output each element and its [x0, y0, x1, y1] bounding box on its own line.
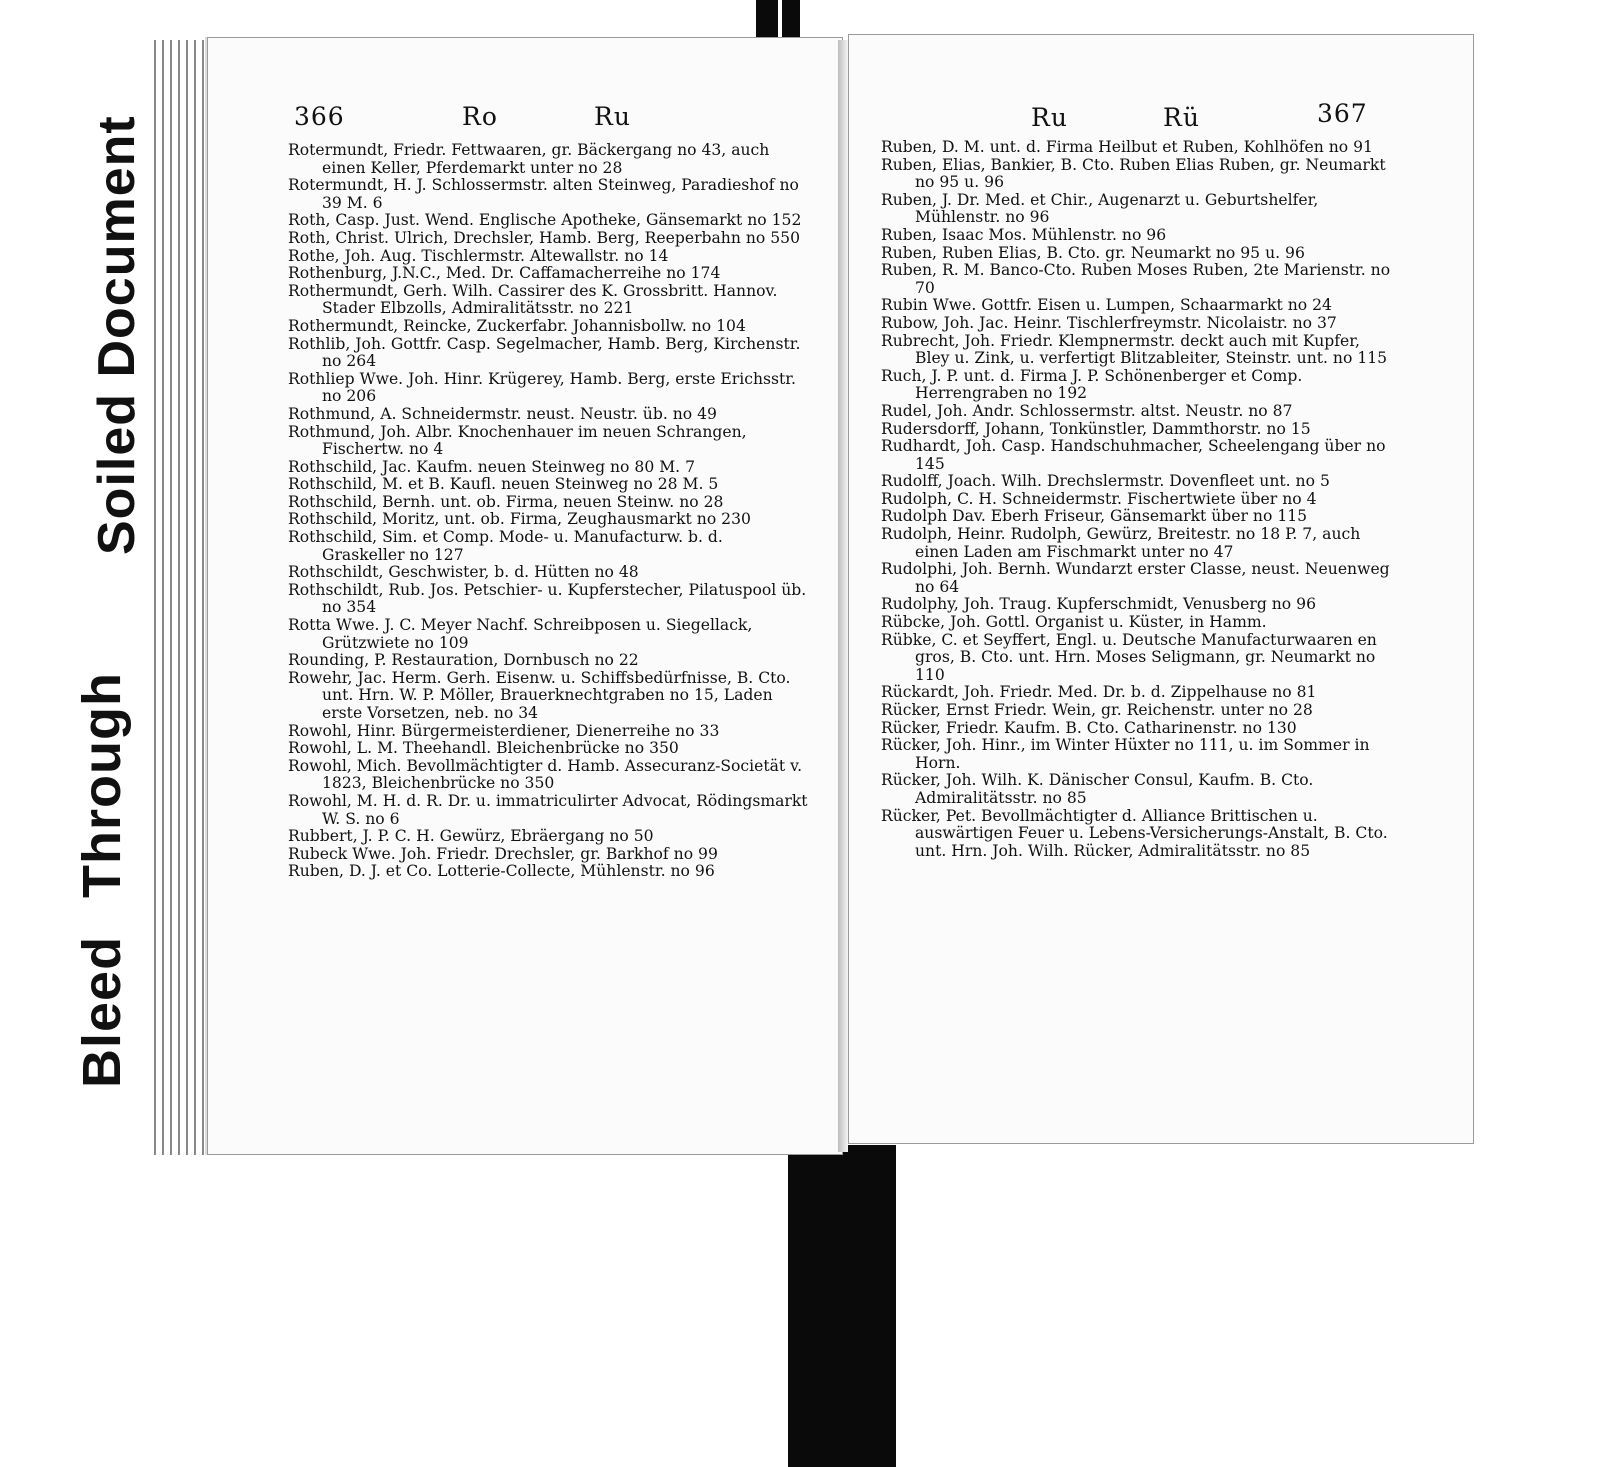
- directory-entry: Rothe, Joh. Aug. Tischlermstr. Altewallstr. no 14: [288, 246, 669, 265]
- directory-entry: Rowehr, Jac. Herm. Gerh. Eisenw. u. Schiffsbedürfnisse, B. Cto. unt. Hrn. W. P. Möller, Brauerknechtgraben no 15, Laden erste Vorsetzen, neb. no 34: [288, 668, 791, 722]
- directory-entry: Rücker, Joh. Wilh. K. Dänischer Consul, Kaufm. B. Cto. Admiralitätsstr. no 85: [881, 771, 1314, 807]
- directory-entry: Rowohl, L. M. Theehandl. Bleichenbrücke no 350: [288, 739, 679, 758]
- left-entries-list: [288, 142, 808, 881]
- directory-entry: Rudel, Joh. Andr. Schlossermstr. altst. Neustr. no 87: [881, 401, 1293, 420]
- directory-entry: Rothermundt, Reincke, Zuckerfabr. Johannisbollw. no 104: [288, 316, 746, 335]
- directory-entry: Rubin Wwe. Gottfr. Eisen u. Lumpen, Schaarmarkt no 24: [881, 296, 1332, 315]
- directory-entry: Ruch, J. P. unt. d. Firma J. P. Schönenberger et Comp. Herrengraben no 192: [881, 366, 1303, 403]
- directory-entry: Rothmund, Joh. Albr. Knochenhauer im neuen Schrangen, Fischertw. no 4: [288, 422, 747, 459]
- directory-entry: Ruben, Isaac Mos. Mühlenstr. no 96: [881, 225, 1167, 244]
- directory-entry: Rücker, Friedr. Kaufm. B. Cto. Catharinenstr. no 130: [881, 718, 1297, 737]
- running-head-end: Ru: [594, 102, 631, 131]
- running-head-start: Ro: [462, 102, 498, 131]
- directory-entry: Roth, Christ. Ulrich, Drechsler, Hamb. Berg, Reeperbahn no 550: [288, 228, 800, 247]
- directory-entry: Rotermundt, Friedr. Fettwaaren, gr. Bäckergang no 43, auch einen Keller, Pferdemarkt unter no 28: [288, 141, 770, 177]
- directory-entry: Ruben, D. M. unt. d. Firma Heilbut et Ruben, Kohlhöfen no 91: [881, 138, 1373, 156]
- directory-entry: Rudolff, Joach. Wilh. Drechslermstr. Dovenfleet unt. no 5: [881, 472, 1330, 491]
- directory-entry: Rudhardt, Joh. Casp. Handschuhmacher, Scheelengang über no 145: [881, 437, 1386, 473]
- directory-entry: Rotta Wwe. J. C. Meyer Nachf. Schreibposen u. Siegellack, Grützwiete no 109: [288, 616, 753, 652]
- directory-entry: Rübcke, Joh. Gottl. Organist u. Küster, in Hamm.: [881, 613, 1267, 632]
- directory-entry: Rothlib, Joh. Gottfr. Casp. Segelmacher, Hamb. Berg, Kirchenstr. no 264: [288, 334, 801, 371]
- directory-entry: Rothschild, Moritz, unt. ob. Firma, Zeughausmarkt no 230: [288, 510, 751, 529]
- directory-entry: Rudolphy, Joh. Traug. Kupferschmidt, Venusberg no 96: [881, 595, 1316, 614]
- directory-entry: Rubow, Joh. Jac. Heinr. Tischlerfreymstr. Nicolaistr. no 37: [881, 313, 1337, 332]
- directory-entry: Rotermundt, H. J. Schlossermstr. alten Steinweg, Paradieshof no 39 M. 6: [288, 176, 799, 212]
- directory-entry: Rothliep Wwe. Joh. Hinr. Krügerey, Hamb. Berg, erste Erichsstr. no 206: [288, 369, 796, 406]
- directory-entry: Rückardt, Joh. Friedr. Med. Dr. b. d. Zippelhause no 81: [881, 683, 1317, 702]
- gutter-strip-bottom: [788, 1145, 896, 1467]
- directory-entry: Rudersdorff, Johann, Tonkünstler, Dammthorstr. no 15: [881, 419, 1311, 438]
- left-page: [207, 37, 843, 1155]
- directory-entry: Rothschild, Bernh. unt. ob. Firma, neuen Steinw. no 28: [288, 492, 724, 511]
- directory-entry: Rounding, P. Restauration, Dornbusch no 22: [288, 651, 639, 670]
- directory-entry: Rowohl, M. H. d. R. Dr. u. immatriculirter Advocat, Rödingsmarkt W. S. no 6: [288, 791, 808, 828]
- directory-entry: Rücker, Joh. Hinr., im Winter Hüxter no 111, u. im Sommer in Horn.: [881, 736, 1370, 772]
- page-edges: [150, 40, 212, 1155]
- gutter-shadow: [838, 40, 848, 1152]
- directory-entry: Rübke, C. et Seyffert, Engl. u. Deutsche Manufacturwaaren en gros, B. Cto. unt. Hrn. Moses Seligmann, gr. Neumarkt no 110: [881, 630, 1377, 684]
- directory-entry: Rothenburg, J.N.C., Med. Dr. Caffamacherreihe no 174: [288, 264, 721, 283]
- directory-entry: Rudolphi, Joh. Bernh. Wundarzt erster Classe, neust. Neuenweg no 64: [881, 560, 1390, 596]
- directory-entry: Rothermundt, Gerh. Wilh. Cassirer des K. Grossbritt. Hannov. Stader Elbzolls, Admiralitätsstr. no 221: [288, 281, 778, 318]
- directory-entry: Rowohl, Mich. Bevollmächtigter d. Hamb. Assecuranz-Societät v. 1823, Bleichenbrücke no 350: [288, 756, 803, 793]
- directory-entry: Ruben, J. Dr. Med. et Chir., Augenarzt u. Geburtshelfer, Mühlenstr. no 96: [881, 190, 1319, 227]
- directory-entry: Rudolph, Heinr. Rudolph, Gewürz, Breitestr. no 18 P. 7, auch einen Laden am Fischmarkt unter no 47: [881, 525, 1361, 561]
- directory-entry: Rothschild, M. et B. Kaufl. neuen Steinweg no 28 M. 5: [288, 475, 719, 494]
- directory-entry: Ruben, R. M. Banco-Cto. Ruben Moses Ruben, 2te Marienstr. no 70: [881, 261, 1391, 297]
- directory-entry: Ruben, Ruben Elias, B. Cto. gr. Neumarkt no 95 u. 96: [881, 243, 1305, 262]
- soiled-document-label: Soiled Document: [72, 50, 162, 620]
- directory-entry: Rudolph, C. H. Schneidermstr. Fischertwiete über no 4: [881, 489, 1317, 508]
- right-entries-list: [881, 139, 1391, 860]
- directory-entry: Rothschild, Sim. et Comp. Mode- u. Manufacturw. b. d. Graskeller no 127: [288, 528, 723, 564]
- directory-entry: Rothschild, Jac. Kaufm. neuen Steinweg no 80 M. 7: [288, 457, 695, 476]
- directory-entry: Rothschildt, Geschwister, b. d. Hütten no 48: [288, 563, 639, 582]
- directory-entry: Roth, Casp. Just. Wend. Englische Apotheke, Gänsemarkt no 152: [288, 211, 802, 230]
- directory-entry: Rudolph Dav. Eberh Friseur, Gänsemarkt über no 115: [881, 507, 1308, 526]
- running-head-start: Ru: [1031, 103, 1068, 132]
- directory-entry: Rowohl, Hinr. Bürgermeisterdiener, Dienerreihe no 33: [288, 721, 720, 740]
- directory-entry: Rubbert, J. P. C. H. Gewürz, Ebräergang no 50: [288, 827, 654, 846]
- directory-entry: Rothschildt, Rub. Jos. Petschier- u. Kupferstecher, Pilatuspool üb. no 354: [288, 580, 807, 617]
- directory-entry: Rothmund, A. Schneidermstr. neust. Neustr. üb. no 49: [288, 404, 717, 423]
- running-head-end: Rü: [1163, 103, 1200, 132]
- directory-entry: Rubeck Wwe. Joh. Friedr. Drechsler, gr. Barkhof no 99: [288, 844, 718, 863]
- directory-entry: Ruben, D. J. et Co. Lotterie-Collecte, Mühlenstr. no 96: [288, 862, 715, 881]
- right-page: [848, 34, 1474, 1144]
- page-number: 367: [1317, 99, 1368, 128]
- bleed-through-label: Bleed Through: [48, 640, 156, 1120]
- directory-entry: Rücker, Pet. Bevollmächtigter d. Alliance Brittischen u. auswärtigen Feuer u. Lebens-Versicherungs-Anstalt, B. Cto. unt. Hrn. Joh. Wilh. Rücker, Admiralitätsstr. no 85: [881, 806, 1388, 860]
- directory-entry: Rubrecht, Joh. Friedr. Klempnermstr. deckt auch mit Kupfer, Bley u. Zink, u. verfertigt Blitzableiter, Steinstr. unt. no 115: [881, 331, 1388, 368]
- page-number: 366: [294, 102, 345, 131]
- directory-entry: Rücker, Ernst Friedr. Wein, gr. Reichenstr. unter no 28: [881, 701, 1313, 719]
- directory-entry: Ruben, Elias, Bankier, B. Cto. Ruben Elias Ruben, gr. Neumarkt no 95 u. 96: [881, 155, 1386, 192]
